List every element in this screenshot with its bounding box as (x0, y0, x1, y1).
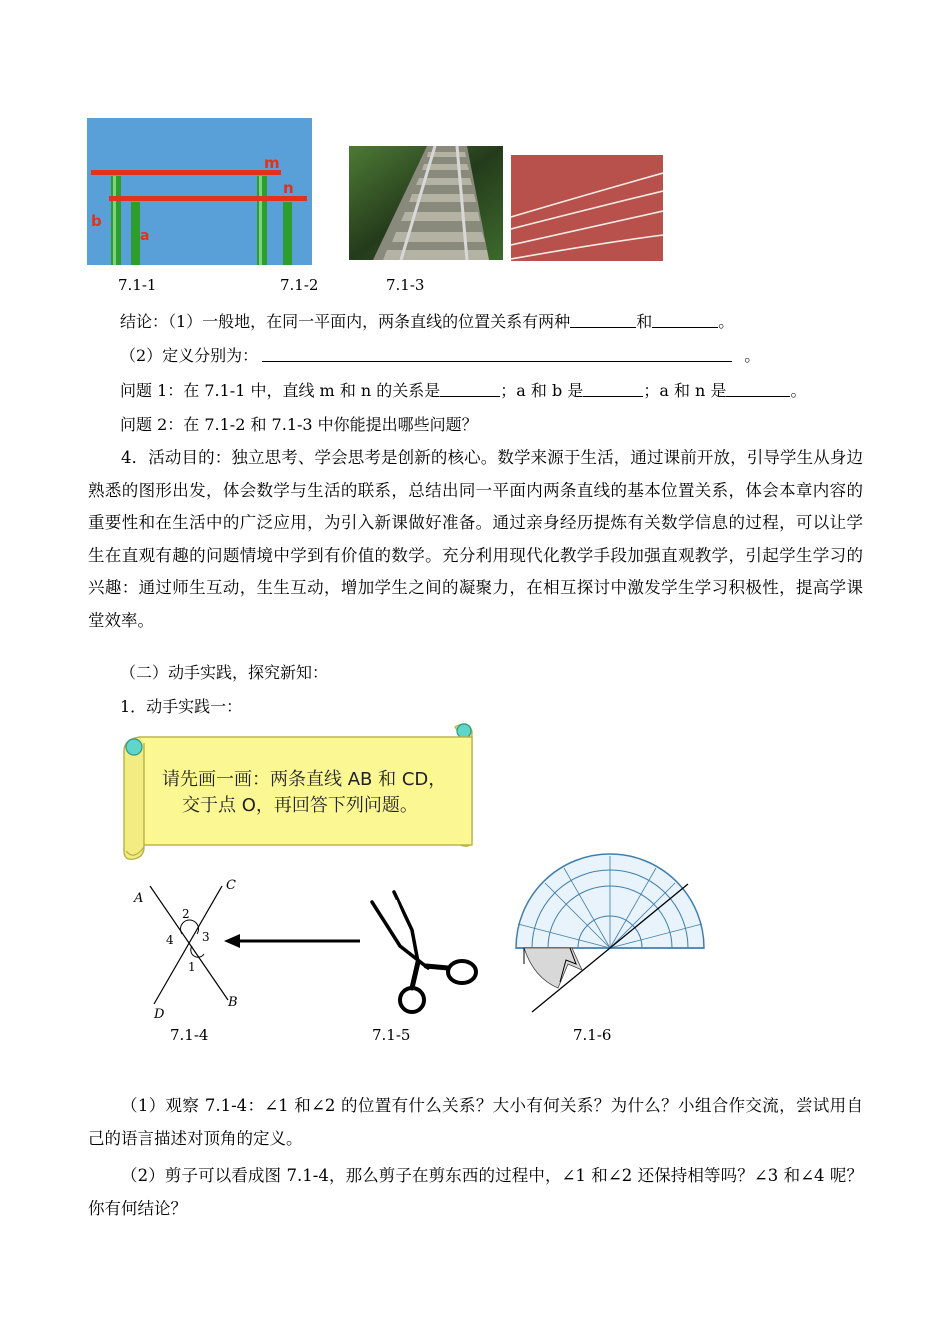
figure-7-1-5-scissors-icon (366, 890, 486, 1020)
figure-7-1-4-intersecting-lines (128, 870, 378, 1020)
label-a: a (140, 228, 150, 244)
blank-relation-1[interactable] (570, 312, 636, 328)
activity-paragraph: 4．活动目的：独立思考、学会思考是创新的核心。数学来源于生活，通过课前开放，引导学生从身边熟悉的图形出发，体会数学与生活的联系，总结出同一平面内两条直线的基本位置关系，体会本章内容的重要性和在生活中的广泛应用，为引入新课做好准备。通过亲身经历提炼有关数学信息的过程，可以让学生在直观有趣的问题情境中学到有价值的数学。充分利用现代化教学手段加强直观教学，引起学生学习的兴趣：通过师生互动，生生互动，增加学生之间的凝聚力，在相互探讨中激发学生学习积极性，提高学课堂效率。 (88, 448, 863, 630)
caption-7-1-2: 7.1-2 (280, 276, 319, 294)
line-CD (154, 886, 222, 1004)
scroll-text-line-1: 请先画一画：两条直线 AB 和 CD， (162, 769, 447, 790)
angle-3: 3 (202, 930, 210, 944)
question-2: 问题 2：在 7.1-2 和 7.1-3 中你能提出哪些问题？ (120, 415, 478, 434)
scroll-text-line-2: 交于点 O，再回答下列问题。 (182, 795, 418, 816)
label-b: b (91, 212, 102, 230)
figure-7-1-1 (87, 118, 312, 265)
caption-7-1-3: 7.1-3 (386, 276, 425, 294)
blank-mn[interactable] (440, 381, 500, 397)
angle-2: 2 (182, 907, 190, 921)
blank-relation-2[interactable] (652, 312, 718, 328)
section-2-title: （二）动手实践，探究新知： (120, 663, 329, 682)
point-B: B (228, 995, 238, 1010)
caption-7-1-6: 7.1-6 (573, 1026, 612, 1044)
figure-7-1-2-railway (349, 146, 503, 260)
conclusion-line-2: （2）定义分别为： 。 (120, 346, 761, 365)
blank-definition[interactable] (262, 346, 732, 362)
angle-4: 4 (166, 933, 174, 947)
question-1: 问题 1：在 7.1-1 中，直线 m 和 n 的关系是 ；a 和 b 是 ；a 和 n 是 。 (120, 381, 807, 400)
question-scissors: （2）剪子可以看成图 7.1-4，那么剪子在剪东西的过程中，∠1 和∠2 还保持相等吗？∠3 和∠4 呢？你有何结论？ (88, 1166, 863, 1218)
angle-1: 1 (188, 960, 196, 974)
conclusion-line-1: 结论：（1）一般地，在同一平面内，两条直线的位置关系有两种 和 。 (120, 312, 735, 331)
blank-ab[interactable] (583, 381, 643, 397)
point-D: D (154, 1007, 165, 1020)
caption-7-1-4: 7.1-4 (170, 1026, 209, 1044)
caption-7-1-1: 7.1-1 (118, 276, 157, 294)
caption-7-1-5: 7.1-5 (372, 1026, 411, 1044)
label-n: n (283, 179, 294, 197)
point-A: A (134, 891, 144, 906)
arrow-head-icon (224, 934, 240, 948)
figure-7-1-3-track (511, 155, 663, 261)
label-m: m (264, 154, 280, 172)
blank-an[interactable] (726, 381, 790, 397)
practice-1-title: 1．动手实践一： (120, 697, 243, 716)
question-observe: （1）观察 7.1-4：∠1 和∠2 的位置有什么关系？大小有何关系？为什么？小组合作交流，尝试用自己的语言描述对顶角的定义。 (88, 1096, 863, 1148)
point-C: C (226, 878, 236, 893)
figure-7-1-6-protractor (510, 852, 710, 1018)
